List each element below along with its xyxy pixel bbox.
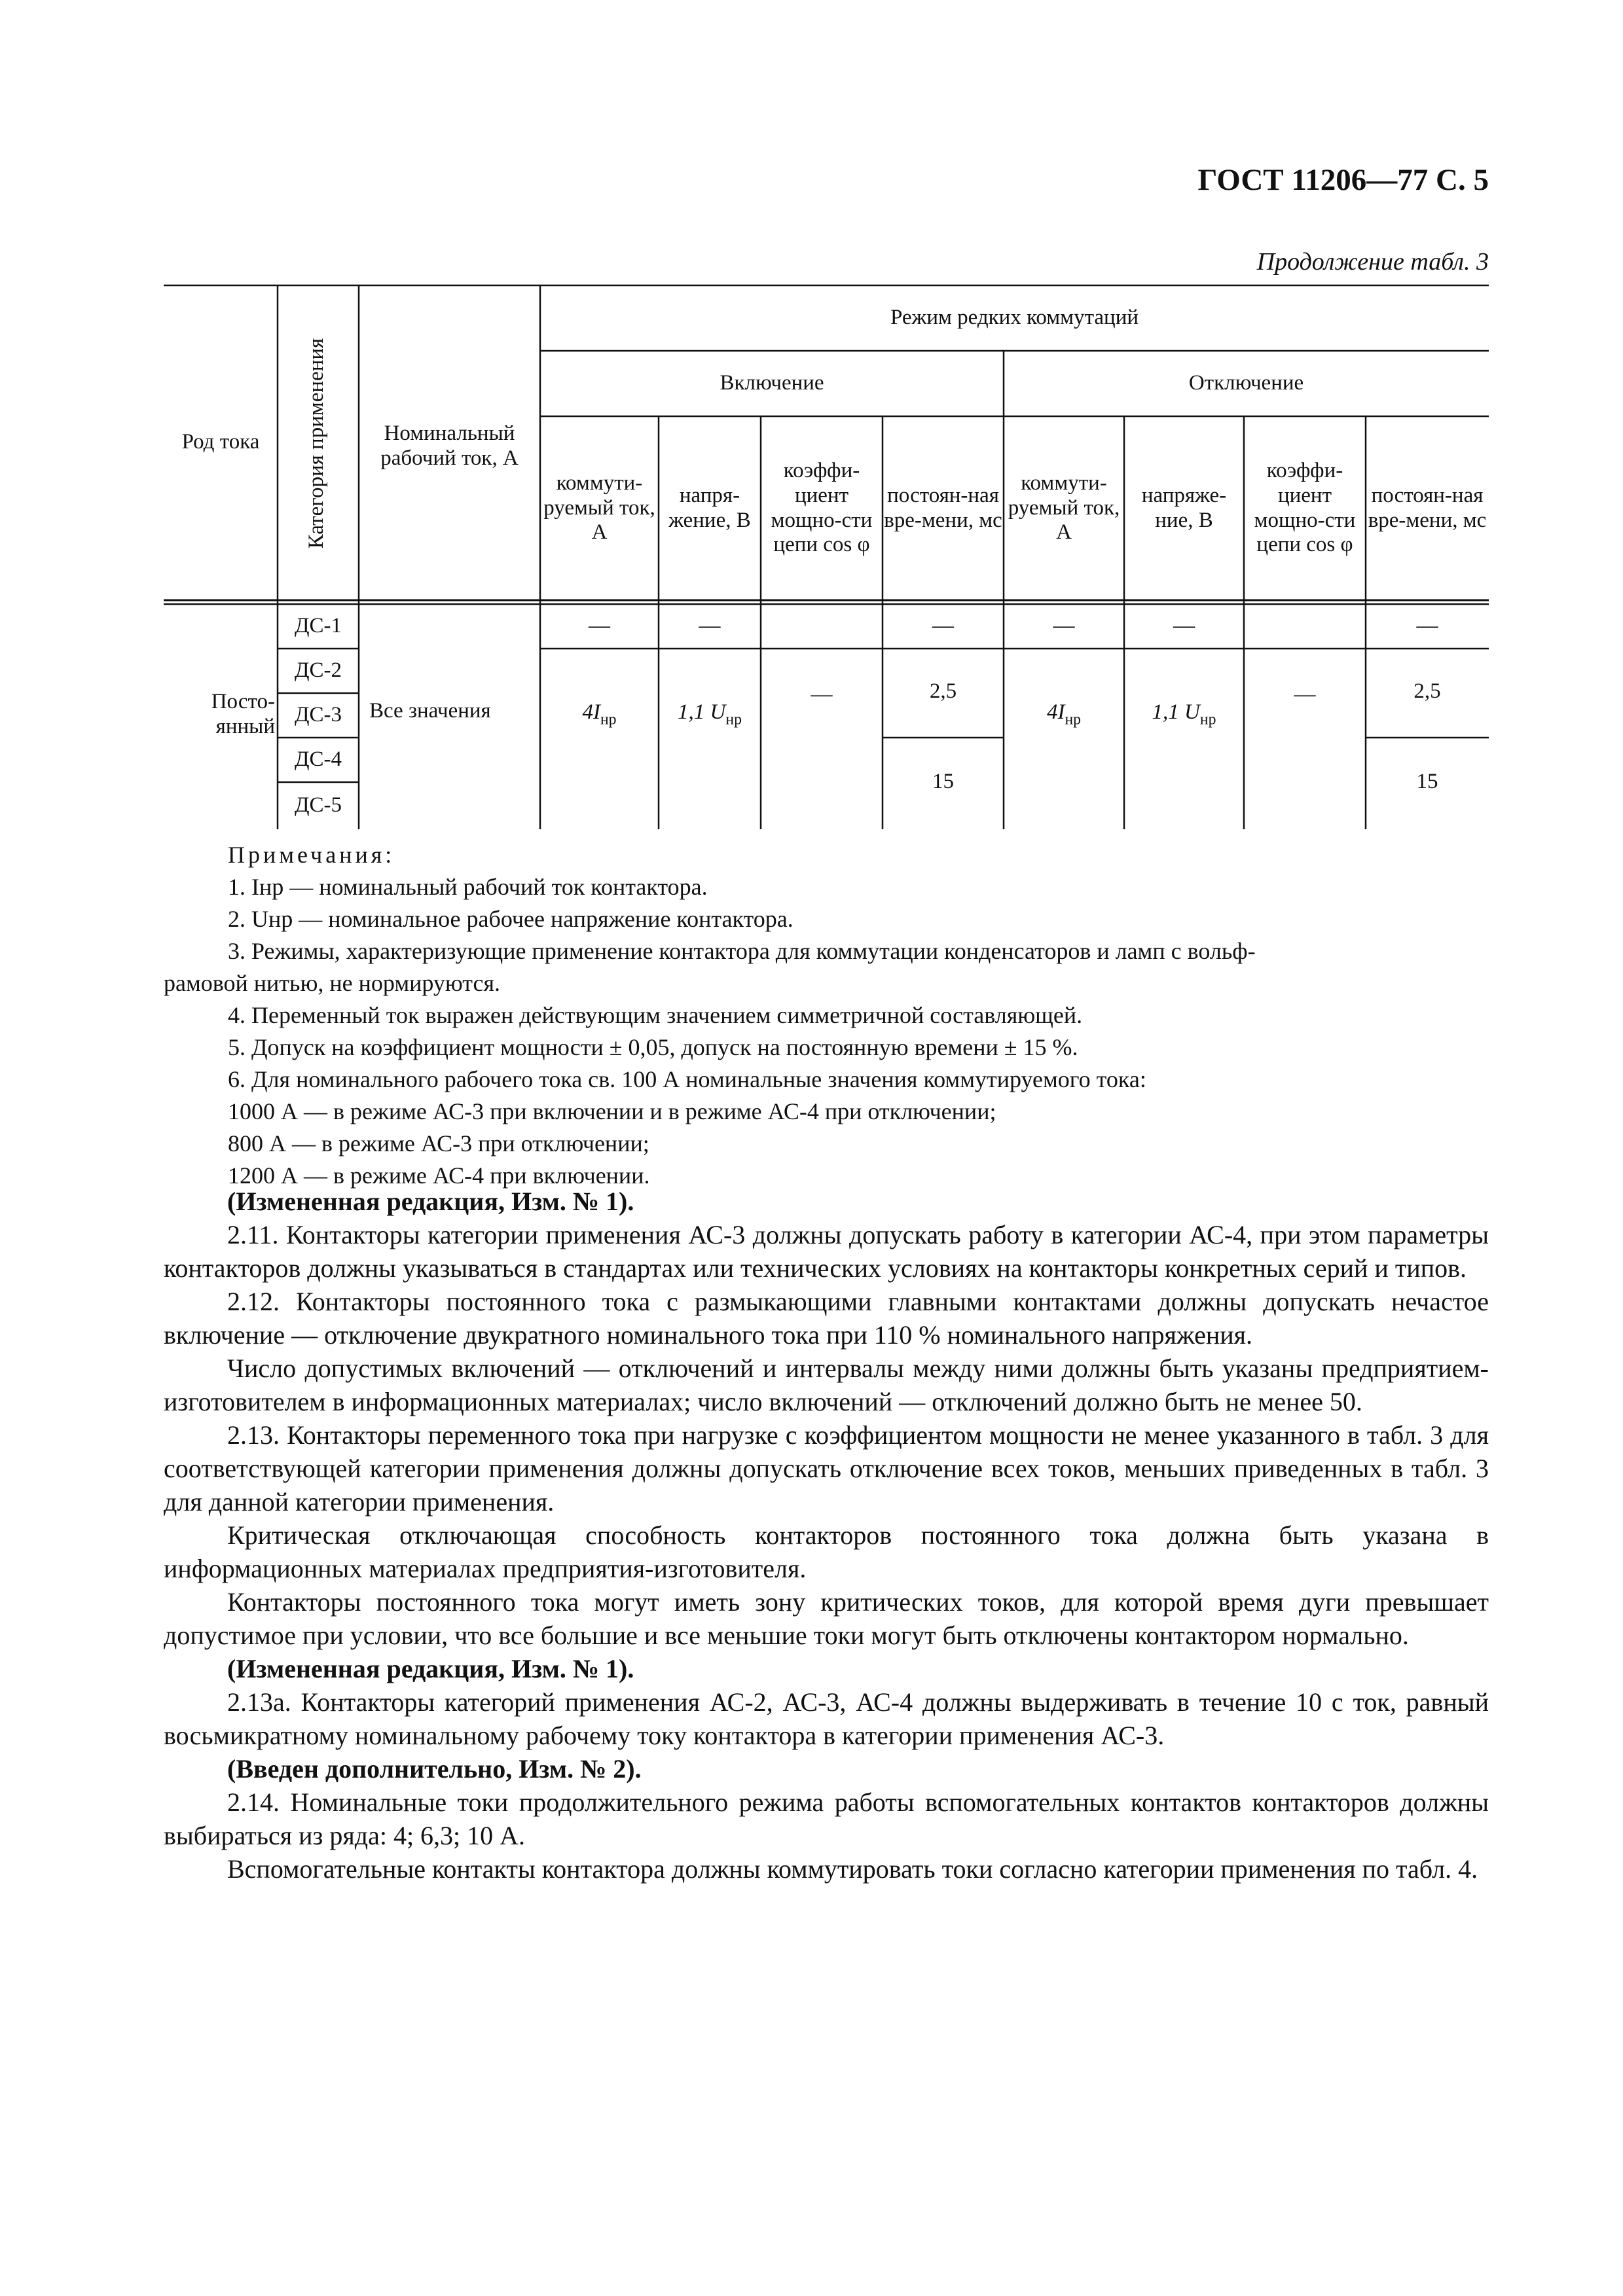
category-ds3: ДС-3 — [294, 703, 342, 727]
voltage-off-symbol: 1,1 U — [1152, 700, 1200, 725]
off-header: Отключение — [1188, 371, 1304, 395]
clause-2-12: 2.12. Контакторы постоянного тока с размыкающими главными контактами должны допускать нечастое включение — отключение двукратного номинального тока при 110 % номинального напряжения. — [164, 1287, 1489, 1350]
clause-2-12-paragraph-2: Число допустимых включений — отключений и интервалы между ними должны быть указаны предприятием-изготовителем в информационных материалах; число включений — отключений должно быть не менее 50. — [164, 1354, 1489, 1416]
clause-2-14: 2.14. Номинальные токи продолжительного режима работы вспомогательных контактов контакторов должны выбираться из ряда: 4; 6,3; 10 А. — [164, 1787, 1489, 1850]
note-3-continued: рамовой нитью, не нормируются. — [164, 970, 501, 996]
voltage-on-subscript: нр — [725, 711, 742, 728]
current-off-value — [1004, 682, 1124, 747]
document-header: ГОСТ 11206—77 С. 5 — [1197, 163, 1489, 197]
row-type: Посто-янный — [211, 690, 275, 738]
table-3-continuation — [164, 283, 1489, 829]
sub-pf-on: коэффи-циент мощно-сти цепи cos φ — [771, 458, 873, 557]
time-on-value-1: 2,5 — [929, 679, 957, 704]
amendment-note-2: (Измененная редакция, Изм. № 1). — [227, 1654, 634, 1683]
dash-voltage-off: — — [1173, 614, 1195, 638]
voltage-off-value — [1124, 682, 1244, 747]
current-off-subscript: нр — [1065, 711, 1082, 728]
note-6-line-3: 1200 А — в режиме АС-4 при включении. — [228, 1162, 650, 1189]
sub-pf-off: коэффи-циент мощно-сти цепи cos φ — [1254, 458, 1356, 557]
voltage-off-subscript: нр — [1199, 711, 1216, 728]
dash-pf-off: — — [1294, 683, 1316, 707]
col-current-type: Род тока — [181, 430, 260, 454]
col-category-label: Категория применения — [304, 338, 329, 548]
time-on-value-2: 15 — [932, 770, 954, 794]
clause-2-11: 2.11. Контакторы категории применения АС-3 должны допускать работу в категории АС-4, при этом параметры контакторов должны указываться в стандартах или технических условиях на контакторы конкретных серий и типов. — [164, 1220, 1489, 1283]
sub-time-off: постоян-ная вре-мени, мс — [1368, 483, 1487, 532]
note-3: 3. Режимы, характеризующие применение контактора для коммутации конденсаторов и ламп с вольф- — [228, 938, 1256, 964]
current-on-subscript: нр — [600, 711, 617, 728]
category-ds5: ДС-5 — [294, 793, 342, 817]
note-4: 4. Переменный ток выражен действующим значением симметричной составляющей. — [228, 1002, 1083, 1028]
dash-time-off: — — [1416, 614, 1438, 638]
table-continuation-caption: Продолжение табл. 3 — [1256, 248, 1489, 276]
col-nominal: Номинальный рабочий ток, А — [380, 422, 519, 470]
voltage-on-value — [659, 682, 761, 747]
table-notes — [164, 839, 1489, 1192]
current-on-symbol: 4I — [582, 700, 600, 725]
category-ds4: ДС-4 — [294, 747, 342, 772]
time-off-value-1: 2,5 — [1413, 679, 1441, 704]
dash-pf-on: — — [811, 683, 833, 707]
sub-current-off: коммути-руемый ток, А — [1008, 471, 1120, 545]
dash-voltage-on: — — [699, 614, 721, 638]
clause-2-13-paragraph-2: Критическая отключающая способность контакторов постоянного тока должна быть указана в информационных материалах предприятия-изготовителя. — [164, 1520, 1489, 1583]
voltage-on-symbol: 1,1 U — [678, 700, 726, 725]
note-6-line-2: 800 А — в режиме АС-3 при отключении; — [228, 1130, 649, 1157]
dash-time-on: — — [932, 614, 954, 638]
note-2: 2. Uнр — номинальное рабочее напряжение контактора. — [228, 906, 793, 932]
sub-voltage-on: напря-жение, В — [668, 483, 751, 532]
current-on-value — [540, 682, 659, 747]
category-ds1: ДС-1 — [294, 614, 342, 638]
dash-current-off: — — [1053, 614, 1075, 638]
note-6: 6. Для номинального рабочего тока св. 100 А номинальные значения коммутируемого тока: — [228, 1066, 1146, 1092]
sub-voltage-off: напряже-ние, В — [1141, 483, 1227, 532]
time-off-value-2: 15 — [1416, 770, 1438, 794]
nominal-value: Все значения — [369, 699, 491, 723]
note-5: 5. Допуск на коэффициент мощности ± 0,05, допуск на постоянную времени ± 15 %. — [228, 1034, 1078, 1060]
current-off-symbol: 4I — [1046, 700, 1065, 725]
clause-2-14-paragraph-2: Вспомогательные контакты контактора должны коммутировать токи согласно категории применения по табл. 4. — [227, 1854, 1478, 1884]
amendment-note-3: (Введен дополнительно, Изм. № 2). — [227, 1754, 642, 1784]
note-6-line-1: 1000 А — в режиме АС-3 при включении и в режиме АС-4 при отключении; — [228, 1098, 996, 1124]
amendment-note-1: (Измененная редакция, Изм. № 1). — [227, 1187, 634, 1216]
dash-current-on: — — [589, 614, 610, 638]
clause-2-13-paragraph-3: Контакторы постоянного тока могут иметь зону критических токов, для которой время дуги превышает допустимое при условии, что все большие и все меньшие токи могут быть отключены контактором нормально. — [164, 1587, 1489, 1650]
note-1: 1. Iнр — номинальный рабочий ток контактора. — [228, 874, 708, 900]
clause-2-13: 2.13. Контакторы переменного тока при нагрузке с коэффициентом мощности не менее указанного в табл. 3 для соответствующей категории применения должны допускать отключение всех токов, меньших приведенных в табл. 3 для данной категории применения. — [164, 1420, 1489, 1516]
col-category — [278, 296, 356, 590]
notes-title: Примечания: — [228, 842, 395, 868]
clause-2-13a: 2.13а. Контакторы категорий применения АС-2, АС-3, АС-4 должны выдерживать в течение 10 с ток, равный восьмикратному номинальному рабочему току контактора в категории применения АС-3. — [164, 1687, 1489, 1750]
on-header: Включение — [720, 371, 824, 395]
category-ds2: ДС-2 — [294, 658, 342, 683]
body-text — [164, 1185, 1489, 1886]
mode-header: Режим редких коммутаций — [890, 306, 1139, 330]
sub-current-on: коммути-руемый ток, А — [543, 471, 655, 545]
sub-time-on: постоян-ная вре-мени, мс — [884, 483, 1002, 532]
